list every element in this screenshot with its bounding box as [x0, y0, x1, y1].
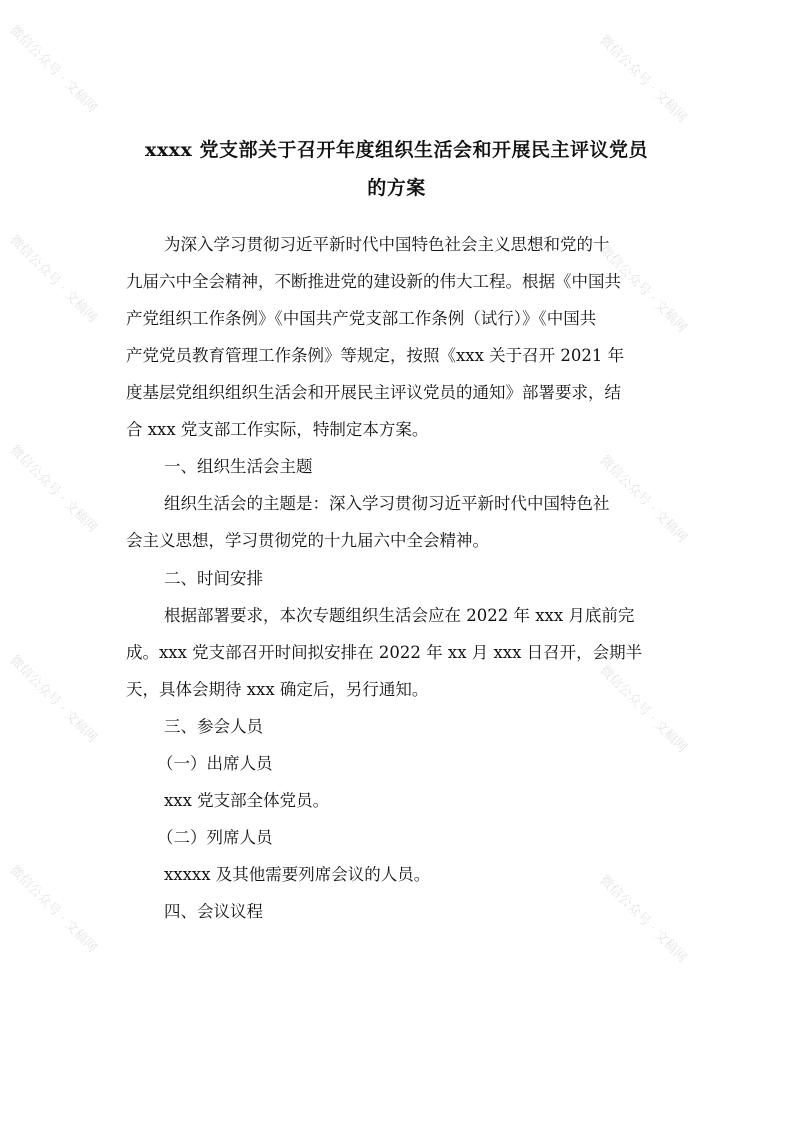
intro-line: 九届六中全会精神，不断推进党的建设新的伟大工程。根据《中国共: [126, 272, 621, 291]
watermark: 微信公众号 · 文稿网: [6, 442, 100, 536]
sub1-heading: （一）出席人员: [157, 754, 273, 773]
section2-line: 根据部署要求，本次专题组织生活会应在 2022 年 xxx 月底前完: [164, 606, 635, 625]
sub1-text: xxx 党支部全体党员。: [164, 791, 330, 810]
watermark: 微信公众号 · 文稿网: [596, 242, 690, 336]
section2-line: 成。xxx 党支部召开时间拟安排在 2022 年 xx 月 xxx 日召开，会期半: [126, 643, 643, 662]
intro-line: 度基层党组织组织生活会和开展民主评议党员的通知》部署要求，结: [126, 383, 621, 402]
section4-heading: 四、会议议程: [164, 902, 263, 921]
section1-line: 组织生活会的主题是：深入学习贯彻习近平新时代中国特色社: [164, 494, 610, 513]
watermark: 微信公众号 · 文稿网: [596, 32, 690, 126]
document-title-line1: xxxx 党支部关于召开年度组织生活会和开展民主评议党员: [145, 139, 648, 161]
document-title-line2: 的方案: [367, 177, 426, 199]
watermark: 微信公众号 · 文稿网: [596, 662, 690, 756]
watermark: 微信公众号 · 文稿网: [6, 22, 100, 116]
watermark: 微信公众号 · 文稿网: [596, 872, 690, 966]
watermark: 微信公众号 · 文稿网: [596, 452, 690, 546]
intro-line: 产党组织工作条例》《中国共产党支部工作条例（试行）》《中国共: [126, 309, 597, 328]
intro-line: 合 xxx 党支部工作实际，特制定本方案。: [126, 420, 429, 439]
section1-line: 会主义思想，学习贯彻党的十九届六中全会精神。: [126, 531, 489, 550]
watermark: 微信公众号 · 文稿网: [6, 862, 100, 956]
intro-line: 为深入学习贯彻习近平新时代中国特色社会主义思想和党的十: [164, 235, 610, 254]
watermark: 微信公众号 · 文稿网: [6, 232, 100, 326]
section3-heading: 三、参会人员: [164, 717, 263, 736]
sub2-heading: （二）列席人员: [157, 828, 273, 847]
watermark: 微信公众号 · 文稿网: [6, 652, 100, 746]
sub2-text: xxxxx 及其他需要列席会议的人员。: [164, 865, 431, 884]
section2-line: 天，具体会期待 xxx 确定后，另行通知。: [126, 680, 429, 699]
intro-line: 产党党员教育管理工作条例》等规定，按照《xxx 关于召开 2021 年: [126, 346, 625, 365]
section2-heading: 二、时间安排: [164, 569, 263, 588]
section1-heading: 一、组织生活会主题: [164, 457, 313, 476]
